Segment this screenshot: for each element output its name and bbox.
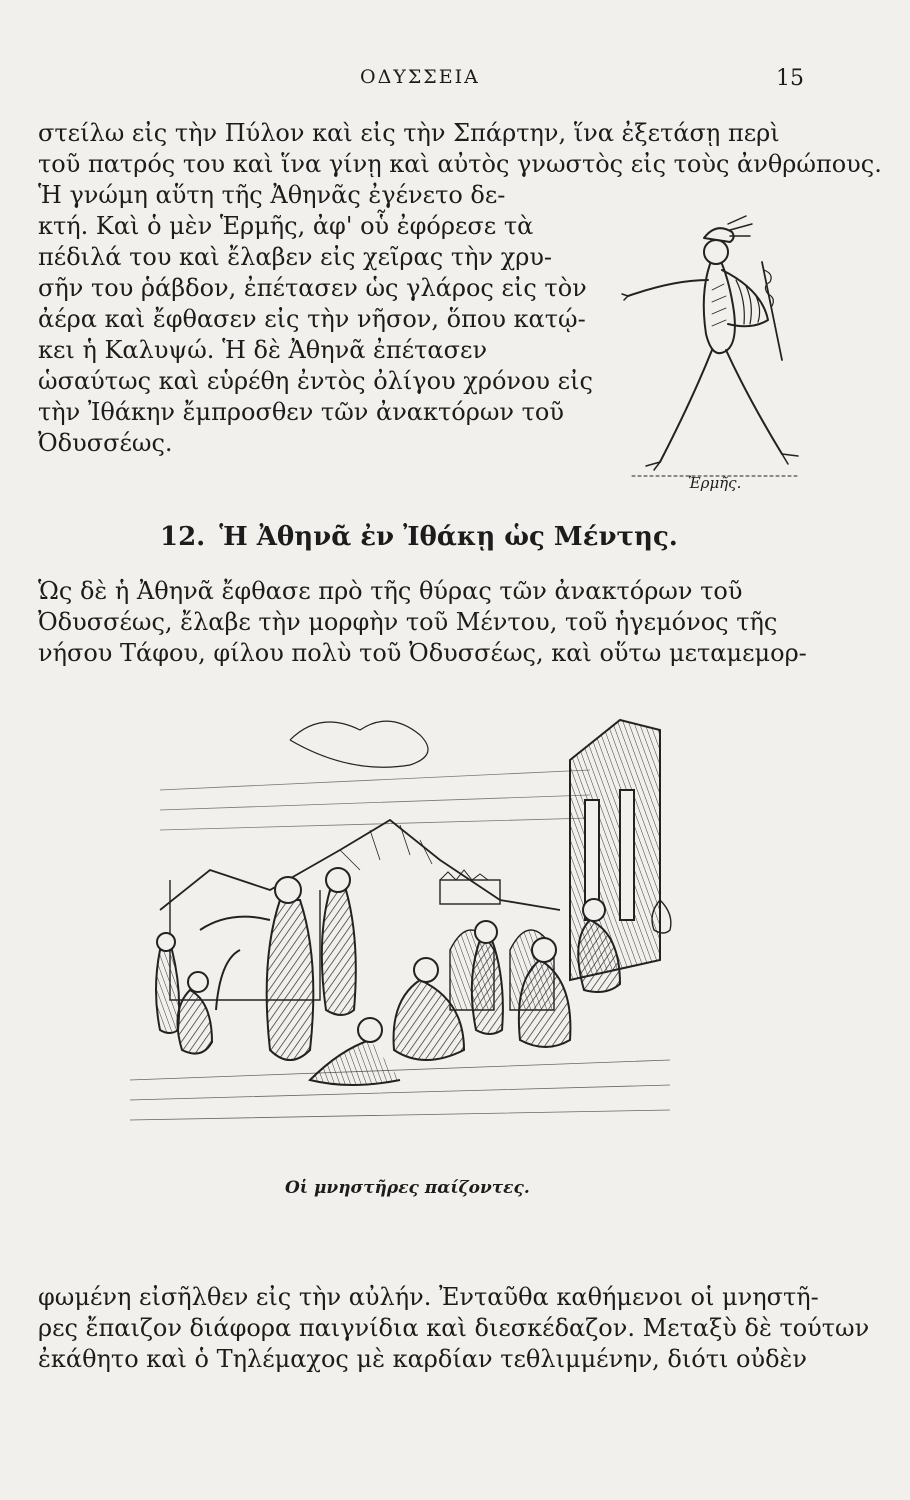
text-line: τοῦ πατρός του καὶ ἵνα γίνῃ καὶ αὐτὸς γνωστὸς εἰς τοὺς ἀνθρώπους. [38,150,882,178]
section-title: Ἡ Ἀθηνᾶ ἐν Ἰθάκῃ ὡς Μέντης. [219,522,678,552]
text-line: στείλω εἰς τὴν Πύλον καὶ εἰς τὴν Σπάρτην, ἵνα ἐξετάσῃ περὶ [38,119,780,147]
text-line: ἀέρα καὶ ἔφθασεν εἰς τὴν νῆσον, ὅπου κατῴ- [38,305,586,333]
text-line: πέδιλά του καὶ ἔλαβεν εἰς χεῖρας τὴν χρυ- [38,243,553,271]
text-line: Ὡς δὲ ἡ Ἀθηνᾶ ἔφθασε πρὸ τῆς θύρας τῶν ἀνακτόρων τοῦ [38,577,743,605]
text-line: ἐκάθητο καὶ ὁ Τηλέμαχος μὲ καρδίαν τεθλιμμένην, διότι οὐδὲν [38,1345,808,1373]
illustration-caption: Οἱ μνηστῆρες παίζοντες. [285,1178,530,1198]
text-line: νήσου Τάφου, φίλου πολὺ τοῦ Ὀδυσσέως, καὶ οὕτω μεταμεμορ- [38,639,807,667]
text-line: ὡσαύτως καὶ εὑρέθη ἐντὸς ὀλίγου χρόνου εἰς [38,367,593,395]
running-title: ΟΔΥΣΣΕΙΑ [360,66,480,88]
text-line: Ἡ γνώμη αὕτη τῆς Ἀθηνᾶς ἐγένετο δε- [38,181,506,209]
text-line: Ὀδυσσέως, ἔλαβε τὴν μορφὴν τοῦ Μέντου, τοῦ ἡγεμόνος τῆς [38,608,778,636]
suitors-illustration [120,700,680,1170]
page-number: 15 [776,66,804,91]
paragraph-hermes [38,180,608,459]
text-line: Ὀδυσσέως. [38,429,173,457]
text-line: σῆν του ῥάβδον, ἐπέτασεν ὡς γλάρος εἰς τὸν [38,274,587,302]
paragraph-suitors [38,1282,878,1375]
paragraph-athena [38,576,858,669]
paragraph-continuation [38,118,882,180]
text-line: κει ἡ Καλυψώ. Ἡ δὲ Ἀθηνᾶ ἐπέτασεν [38,336,488,364]
text-line: ρες ἔπαιζον διάφορα παιγνίδια καὶ διεσκέδαζον. Μεταξὺ δὲ τούτων [38,1314,870,1342]
hermes-caption: Ἑρμῆς. [688,474,742,492]
text-line: κτή. Καὶ ὁ μὲν Ἑρμῆς, ἀφ' οὗ ἐφόρεσε τὰ [38,212,534,240]
section-heading [160,522,678,552]
hermes-illustration [612,210,802,490]
text-line: φωμένη εἰσῆλθεν εἰς τὴν αὐλήν. Ἐνταῦθα καθήμενοι οἱ μνηστῆ- [38,1283,819,1311]
running-head [0,66,910,96]
section-number: 12. [160,522,206,552]
text-line: τὴν Ἰθάκην ἔμπροσθεν τῶν ἀνακτόρων τοῦ [38,398,564,426]
